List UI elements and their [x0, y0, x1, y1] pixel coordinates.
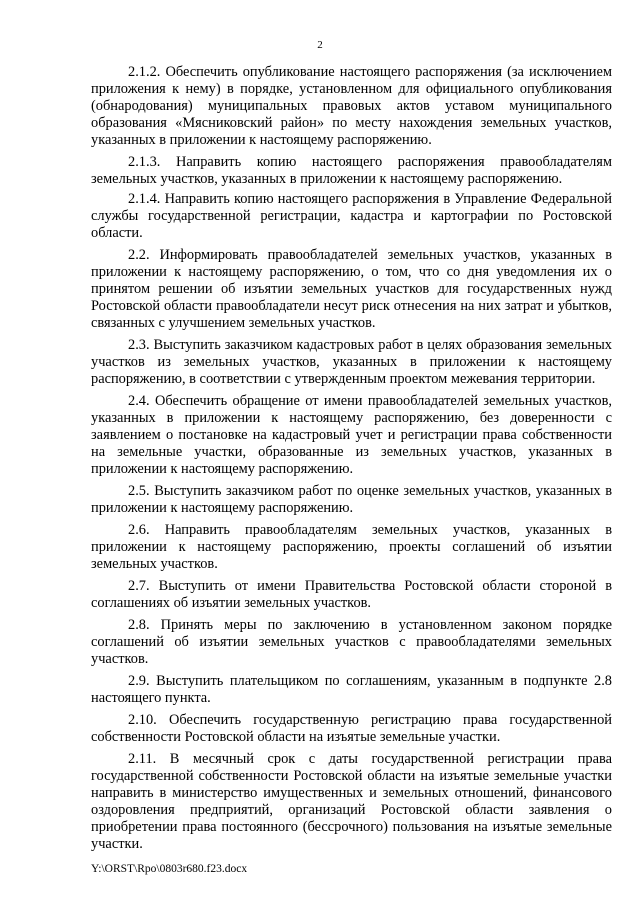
paragraph-2-7: 2.7. Выступить от имени Правительства Ростовской области стороной в соглашениях об изъятии земельных участков.: [91, 578, 612, 611]
paragraph-2-1-4: 2.1.4. Направить копию настоящего распоряжения в Управление Федеральной службы государственной регистрации, кадастра и картографии по Ростовской области.: [91, 191, 612, 241]
paragraph-2-1-2: 2.1.2. Обеспечить опубликование настоящего распоряжения (за исключением приложения к нему) в порядке, установленном для официального опубликования (обнародования) муниципальных правовых актов уставом муниципального образования «Мясниковский район» по месту нахождения земельных участков, указанных в приложении к настоящему распоряжению.: [91, 64, 612, 148]
paragraph-2-1-3: 2.1.3. Направить копию настоящего распоряжения правообладателям земельных участков, указанных в приложении к настоящему распоряжению.: [91, 154, 612, 187]
page-number: 2: [317, 39, 323, 51]
paragraph-2-5: 2.5. Выступить заказчиком работ по оценке земельных участков, указанных в приложении к настоящему распоряжению.: [91, 483, 612, 516]
footer-file-path: Y:\ORST\Rpo\0803r680.f23.docx: [91, 863, 248, 875]
paragraph-2-8: 2.8. Принять меры по заключению в установленном законом порядке соглашений об изъятии земельных участков с правообладателями земельных участков.: [91, 617, 612, 667]
paragraph-2-2: 2.2. Информировать правообладателей земельных участков, указанных в приложении к настоящему распоряжению, о том, что со дня уведомления их о принятом решении об изъятии земельных участков для государственных нужд Ростовской области правообладатели несут риск отнесения на них затрат и убытков, связанных с улучшением земельных участков.: [91, 247, 612, 331]
paragraph-2-6: 2.6. Направить правообладателям земельных участков, указанных в приложении к настоящему распоряжению, проекты соглашений об изъятии земельных участков.: [91, 522, 612, 572]
document-body: [91, 64, 612, 858]
paragraph-2-3: 2.3. Выступить заказчиком кадастровых работ в целях образования земельных участков из земельных участков, указанных в приложении к настоящему распоряжению, в соответствии с утвержденным проектом межевания территории.: [91, 337, 612, 387]
paragraph-2-10: 2.10. Обеспечить государственную регистрацию права государственной собственности Ростовской области на изъятые земельные участки.: [91, 712, 612, 745]
paragraph-2-4: 2.4. Обеспечить обращение от имени правообладателей земельных участков, указанных в приложении к настоящему распоряжению, без доверенности с заявлением о постановке на кадастровый учет и регистрации права собственности на земельные участки, образованные из земельных участков, указанных в приложении к настоящему распоряжению.: [91, 393, 612, 477]
paragraph-2-11: 2.11. В месячный срок с даты государственной регистрации права государственной собственности Ростовской области на изъятые земельные участки направить в министерство имущественных и земельных отношений, финансового оздоровления предприятий, организаций Ростовской области заявления о приобретении права постоянного (бессрочного) пользования на изъятые земельные участки.: [91, 751, 612, 852]
paragraph-2-9: 2.9. Выступить плательщиком по соглашениям, указанным в подпункте 2.8 настоящего пункта.: [91, 673, 612, 706]
